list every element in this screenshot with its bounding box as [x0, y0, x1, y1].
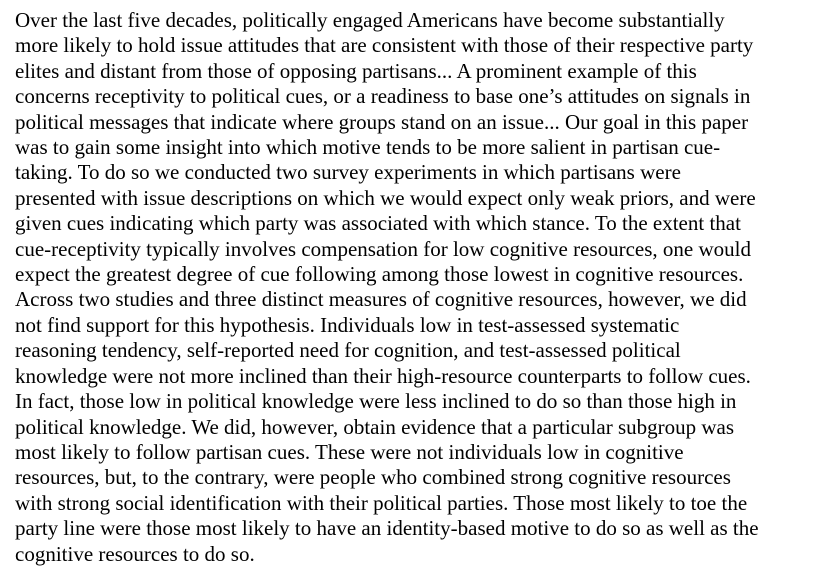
text-line: Over the last five decades, politically engaged Americans have become substantially: [15, 8, 725, 32]
text-line: more likely to hold issue attitudes that are consistent with those of their respective party: [15, 33, 754, 58]
text-line: political messages that indicate where groups stand on an issue... Our goal in this paper: [15, 109, 749, 134]
text-line: expect the greatest degree of cue following among those lowest in cognitive resources.: [15, 262, 744, 287]
text-line: cognitive resources to do so.: [15, 541, 255, 566]
text-line: resources, but, to the contrary, were people who combined strong cognitive resources: [15, 465, 731, 490]
text-line: concerns receptivity to political cues, or a readiness to base one’s attitudes on signals in: [15, 84, 751, 109]
text-line: not find support for this hypothesis. Individuals low in test-assessed systematic: [15, 312, 680, 337]
text-line: reasoning tendency, self-reported need for cognition, and test-assessed political: [15, 338, 681, 363]
text-line: elites and distant from those of opposing partisans... A prominent example of this: [15, 58, 697, 83]
text-line: knowledge were not more inclined than their high-resource counterparts to follow cues.: [15, 363, 751, 388]
text-line: taking. To do so we conducted two survey experiments in which partisans were: [15, 160, 681, 185]
text-line: given cues indicating which party was associated with which stance. To the extent that: [15, 211, 741, 236]
text-line: was to gain some insight into which motive tends to be more salient in partisan cue-: [15, 135, 721, 160]
text-line: most likely to follow partisan cues. These were not individuals low in cognitive: [15, 439, 684, 464]
body-paragraph: [15, 8, 819, 567]
text-line: In fact, those low in political knowledge were less inclined to do so than those high in: [15, 389, 737, 414]
text-line: cue-receptivity typically involves compensation for low cognitive resources, one would: [15, 236, 751, 261]
text-line: political knowledge. We did, however, obtain evidence that a particular subgroup was: [15, 414, 735, 439]
text-line: presented with issue descriptions on which we would expect only weak priors, and were: [15, 185, 756, 210]
text-line: with strong social identification with their political parties. Those most likely to toe the: [15, 490, 748, 515]
text-line: party line were those most likely to have an identity-based motive to do so as well as the: [15, 516, 759, 541]
text-line: Across two studies and three distinct measures of cognitive resources, however, we did: [15, 287, 747, 312]
